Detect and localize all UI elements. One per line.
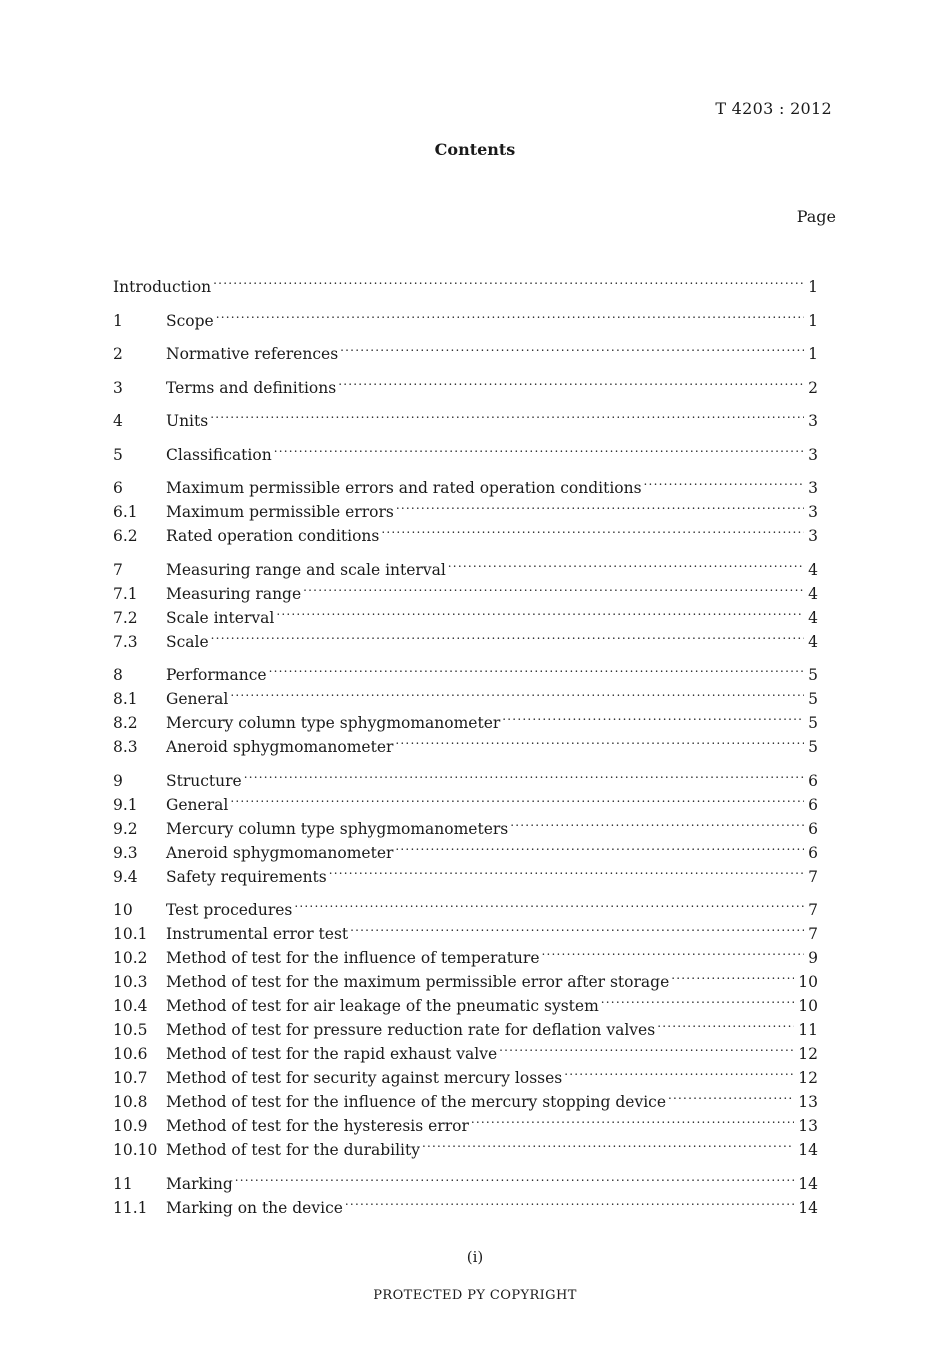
toc-entry-page: 1	[808, 311, 818, 330]
toc-entry-number: 7	[113, 560, 123, 579]
toc-entry-page: 4	[808, 608, 818, 627]
dot-leader	[210, 402, 804, 426]
toc-entry-number: 10.6	[113, 1045, 148, 1063]
toc-entry-label: Introduction	[113, 278, 212, 296]
dot-leader	[668, 1083, 794, 1107]
dot-leader	[329, 858, 804, 882]
toc-entry-page: 3	[808, 412, 818, 430]
toc-entry-number: 7.3	[113, 632, 138, 651]
toc-entry-label: General	[166, 795, 229, 814]
toc-entry-label: Method of test for security against mercury losses	[166, 1069, 563, 1087]
dot-leader	[345, 1189, 794, 1213]
dot-leader	[276, 599, 804, 623]
toc-entry-label: Aneroid sphygmomanometer	[166, 843, 394, 862]
toc-entry-label: Units	[166, 412, 209, 430]
dot-leader	[269, 656, 805, 680]
toc-entry-number: 10.4	[113, 997, 148, 1015]
toc-entry-page: 14	[798, 1141, 818, 1159]
toc-entry-number: 9	[113, 771, 123, 790]
dot-leader	[542, 939, 805, 963]
toc-entry-page: 5	[808, 714, 818, 732]
toc-entry-number: 2	[113, 345, 123, 363]
dot-leader	[671, 963, 794, 987]
toc-group	[113, 436, 818, 464]
toc-entry-label: Method of test for pressure reduction rate for deflation valves	[166, 1021, 656, 1039]
toc-entry-label: Rated operation conditions	[166, 527, 380, 545]
toc-entry-label: Marking on the device	[166, 1198, 343, 1217]
toc-entry-label: Method of test for the influence of the mercury stopping device	[166, 1093, 667, 1111]
toc-group	[113, 891, 818, 1159]
toc-entry-label: Measuring range and scale interval	[166, 560, 446, 579]
dot-leader	[244, 762, 804, 786]
toc-entry-label: Aneroid sphygmomanometer	[166, 738, 394, 756]
toc-entry-label: Terms and definitions	[166, 378, 337, 397]
toc-entry-page: 6	[808, 795, 818, 814]
page-folio: (i)	[466, 1248, 484, 1266]
toc-entry-page: 14	[798, 1174, 818, 1193]
toc-entry-label: Structure	[166, 771, 242, 790]
dot-leader	[448, 551, 804, 575]
toc-entry-number: 6	[113, 479, 123, 497]
toc-entry-label: Maximum permissible errors	[166, 503, 394, 521]
toc-entry-number: 9.3	[113, 843, 138, 862]
toc-entry-number: 10.8	[113, 1093, 148, 1111]
toc-entry[interactable]	[113, 268, 818, 296]
dot-leader	[381, 517, 804, 541]
toc-entry-label: Method of test for the hysteresis error	[166, 1117, 469, 1135]
toc-entry-page: 12	[798, 1045, 818, 1063]
dot-leader	[338, 369, 804, 393]
toc-entry-page: 7	[808, 925, 818, 943]
toc-entry-label: Test procedures	[166, 901, 293, 919]
toc-entry-number: 10.2	[113, 949, 148, 967]
toc-entry-number: 10.1	[113, 925, 148, 943]
toc-entry[interactable]	[113, 335, 818, 363]
toc-entry-number: 11.1	[113, 1198, 148, 1217]
toc-entry-page: 13	[798, 1093, 818, 1111]
toc-entry-page: 14	[798, 1198, 818, 1217]
toc-entry-page: 4	[808, 632, 818, 651]
toc-entry-page: 3	[808, 527, 818, 545]
toc-entry-page: 2	[808, 378, 818, 397]
toc-entry-label: Scale	[166, 632, 209, 651]
toc-entry-label: Performance	[166, 666, 267, 684]
page-column-heading: Page	[796, 207, 836, 226]
toc-entry-label: Safety requirements	[166, 867, 327, 886]
toc-entry-page: 6	[808, 771, 818, 790]
toc-entry-number: 6.1	[113, 503, 138, 521]
dot-leader	[510, 810, 804, 834]
toc-entry-page: 13	[798, 1117, 818, 1135]
dot-leader	[230, 680, 804, 704]
toc-entry-page: 10	[798, 997, 818, 1015]
toc-entry-page: 9	[808, 949, 818, 967]
toc-entry-page: 11	[798, 1021, 818, 1039]
toc-entry-number: 10.10	[113, 1141, 158, 1159]
toc-entry-page: 4	[808, 560, 818, 579]
dot-leader	[396, 493, 804, 517]
page-title: Contents	[434, 140, 516, 159]
toc-entry[interactable]	[113, 1165, 818, 1193]
toc-entry-page: 5	[808, 738, 818, 756]
toc-entry-label: Measuring range	[166, 584, 302, 603]
toc-entry-label: Instrumental error test	[166, 925, 349, 943]
toc-group	[113, 335, 818, 363]
toc-entry-number: 10.9	[113, 1117, 148, 1135]
toc-group	[113, 469, 818, 545]
toc-entry-number: 10.3	[113, 973, 148, 991]
dot-leader	[395, 728, 804, 752]
toc-group	[113, 369, 818, 397]
toc-entry-number: 9.4	[113, 867, 138, 886]
toc-entry[interactable]	[113, 369, 818, 397]
toc-entry-number: 4	[113, 412, 123, 430]
toc-entry-page: 6	[808, 819, 818, 838]
dot-leader	[216, 302, 804, 326]
toc-entry[interactable]	[113, 469, 818, 497]
toc-entry-page: 5	[808, 690, 818, 708]
toc-entry-page: 3	[808, 479, 818, 497]
dot-leader	[350, 915, 804, 939]
dot-leader	[601, 987, 794, 1011]
dot-leader	[235, 1165, 794, 1189]
toc-entry-label: Scope	[166, 311, 214, 330]
toc-entry-page: 12	[798, 1069, 818, 1087]
dot-leader	[303, 575, 804, 599]
document-reference: T 4203 : 2012	[715, 99, 832, 118]
toc-entry[interactable]	[113, 302, 818, 330]
toc-entry-number: 8.2	[113, 714, 138, 732]
dot-leader	[213, 268, 804, 292]
toc-entry-label: Normative references	[166, 345, 339, 363]
toc-entry[interactable]	[113, 762, 818, 790]
dot-leader	[230, 786, 804, 810]
toc-entry[interactable]	[113, 402, 818, 430]
toc-entry-label: Method of test for the rapid exhaust valve	[166, 1045, 498, 1063]
toc-entry-number: 6.2	[113, 527, 138, 545]
toc-group	[113, 1165, 818, 1217]
toc-entry-page: 1	[808, 278, 818, 296]
toc-entry-label: Method of test for the durability	[166, 1141, 420, 1159]
toc-entry-number: 10.7	[113, 1069, 148, 1087]
dot-leader	[657, 1011, 794, 1035]
toc-entry-number: 1	[113, 311, 123, 330]
toc-entry-label: Maximum permissible errors and rated operation conditions	[166, 479, 642, 497]
toc-entry-label: General	[166, 690, 229, 708]
toc-entry-number: 11	[113, 1174, 133, 1193]
toc-entry-label: Mercury column type sphygmomanometers	[166, 819, 509, 838]
toc-entry-label: Method of test for the maximum permissible error after storage	[166, 973, 670, 991]
dot-leader	[395, 834, 804, 858]
dot-leader	[499, 1035, 794, 1059]
toc-entry-label: Mercury column type sphygmomanometer	[166, 714, 501, 732]
toc-entry-number: 7.1	[113, 584, 138, 603]
toc-entry-number: 8.3	[113, 738, 138, 756]
toc-group	[113, 268, 818, 296]
dot-leader	[294, 891, 804, 915]
toc-entry[interactable]	[113, 551, 818, 579]
toc-entry-number: 9.2	[113, 819, 138, 838]
toc-entry[interactable]	[113, 623, 818, 651]
dot-leader	[274, 436, 804, 460]
toc-entry-number: 8	[113, 666, 123, 684]
toc-entry-label: Method of test for the influence of temperature	[166, 949, 540, 967]
toc-entry-number: 10	[113, 901, 133, 919]
toc-entry-page: 5	[808, 666, 818, 684]
toc-group	[113, 302, 818, 330]
toc-entry[interactable]	[113, 891, 818, 919]
dot-leader	[340, 335, 804, 359]
toc-entry-number: 10.5	[113, 1021, 148, 1039]
toc-entry-number: 7.2	[113, 608, 138, 627]
toc-group	[113, 762, 818, 886]
dot-leader	[211, 623, 804, 647]
toc-entry-number: 9.1	[113, 795, 138, 814]
toc-entry[interactable]	[113, 656, 818, 684]
toc-entry-page: 3	[808, 445, 818, 464]
table-of-contents	[113, 268, 818, 1222]
toc-group	[113, 551, 818, 651]
dot-leader	[564, 1059, 794, 1083]
toc-entry-label: Scale interval	[166, 608, 275, 627]
dot-leader	[471, 1107, 794, 1131]
toc-entry-page: 1	[808, 345, 818, 363]
toc-entry-page: 10	[798, 973, 818, 991]
toc-entry-number: 3	[113, 378, 123, 397]
toc-entry-page: 7	[808, 901, 818, 919]
toc-entry-number: 8.1	[113, 690, 138, 708]
toc-entry-page: 4	[808, 584, 818, 603]
toc-entry-page: 6	[808, 843, 818, 862]
dot-leader	[644, 469, 805, 493]
toc-entry[interactable]	[113, 436, 818, 464]
copyright-notice: PROTECTED PY COPYRIGHT	[373, 1288, 577, 1303]
dot-leader	[502, 704, 804, 728]
toc-entry-label: Marking	[166, 1174, 233, 1193]
toc-entry-page: 7	[808, 867, 818, 886]
dot-leader	[422, 1131, 794, 1155]
toc-entry-page: 3	[808, 503, 818, 521]
toc-entry-label: Classification	[166, 445, 272, 464]
toc-group	[113, 656, 818, 756]
toc-entry-number: 5	[113, 445, 123, 464]
toc-group	[113, 402, 818, 430]
toc-entry-label: Method of test for air leakage of the pneumatic system	[166, 997, 599, 1015]
